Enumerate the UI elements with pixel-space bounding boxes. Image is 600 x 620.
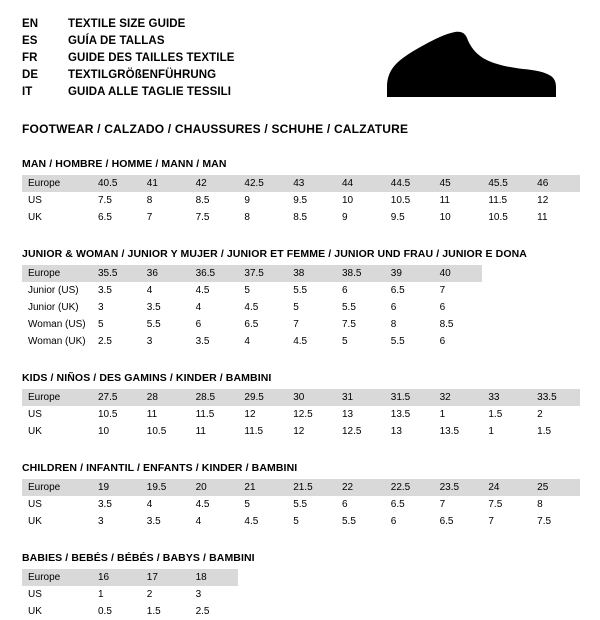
size-cell: 7.5 <box>488 499 503 510</box>
language-title: TEXTILE SIZE GUIDE <box>68 18 186 30</box>
size-cell: 37.5 <box>238 265 287 282</box>
size-cell: 45.5 <box>482 175 531 192</box>
size-cell: 11 <box>537 212 548 223</box>
size-cell: 23.5 <box>434 479 483 496</box>
size-cell: 1 <box>439 409 446 420</box>
size-cell: 11.5 <box>244 426 264 437</box>
size-group-label: MAN / HOMBRE / HOMME / MANN / MAN <box>22 158 227 170</box>
size-cell: 20 <box>190 479 239 496</box>
size-cell: 12.5 <box>341 426 362 437</box>
size-cell: 5.5 <box>341 302 356 313</box>
size-cell: 10 <box>439 212 451 223</box>
row-label: Junior (US) <box>28 285 79 296</box>
size-cell: 1.5 <box>537 426 552 437</box>
size-table <box>22 569 238 620</box>
footwear-section-title: FOOTWEAR / CALZADO / CHAUSSURES / SCHUHE / CALZATURE <box>22 122 409 136</box>
size-cell: 45 <box>434 175 483 192</box>
size-cell: 3.5 <box>98 499 112 510</box>
language-row <box>22 84 235 101</box>
size-cell: 5.5 <box>293 285 308 296</box>
size-cell: 5 <box>293 302 299 313</box>
row-label: Europe <box>22 569 92 586</box>
size-cell: 7.5 <box>98 195 112 206</box>
size-cell: 19.5 <box>141 479 190 496</box>
row-label: Europe <box>22 265 92 282</box>
language-code: DE <box>22 69 39 81</box>
table-row <box>22 406 580 423</box>
size-cell: 22 <box>336 479 385 496</box>
size-cell: 4 <box>195 516 202 527</box>
row-label: Junior (UK) <box>28 302 79 313</box>
language-row <box>22 50 235 67</box>
size-cell: 25 <box>531 479 580 496</box>
size-cell: 4.5 <box>195 499 210 510</box>
size-cell: 1.5 <box>146 606 161 617</box>
table-row <box>22 603 238 620</box>
language-row <box>22 67 235 84</box>
language-title: GUÍA DE TALLAS <box>68 35 165 47</box>
size-cell: 3.5 <box>146 302 161 313</box>
size-cell: 31.5 <box>385 389 434 406</box>
size-cell: 2.5 <box>195 606 210 617</box>
size-cell: 9 <box>244 195 250 206</box>
size-cell: 39 <box>385 265 434 282</box>
size-cell: 32 <box>434 389 483 406</box>
size-cell: 12 <box>244 409 256 420</box>
size-cell: 8 <box>244 212 250 223</box>
size-cell: 18 <box>190 569 239 586</box>
row-label: US <box>28 589 42 600</box>
table-row <box>22 423 580 440</box>
dress-shoe-icon <box>383 30 558 105</box>
row-label: UK <box>28 212 42 223</box>
size-cell: 6 <box>439 336 446 347</box>
size-cell: 5 <box>293 516 299 527</box>
size-group <box>22 462 580 530</box>
table-row <box>22 282 482 299</box>
language-row <box>22 16 235 33</box>
size-cell: 7 <box>146 212 153 223</box>
size-cell: 8.5 <box>439 319 454 330</box>
size-cell: 5.5 <box>341 516 356 527</box>
size-cell: 1 <box>488 426 494 437</box>
size-cell: 40.5 <box>92 175 141 192</box>
size-cell: 13.5 <box>390 409 411 420</box>
size-cell: 4 <box>244 336 250 347</box>
size-cell: 41 <box>141 175 190 192</box>
size-cell: 6 <box>439 302 446 313</box>
size-cell: 10.5 <box>488 212 508 223</box>
size-cell: 38 <box>287 265 336 282</box>
size-cell: 3.5 <box>98 285 112 296</box>
size-cell: 5 <box>244 285 250 296</box>
row-label: US <box>28 499 42 510</box>
size-cell: 6 <box>341 285 348 296</box>
size-group <box>22 248 580 350</box>
row-label: Woman (US) <box>28 319 86 330</box>
size-table-groups <box>22 158 580 620</box>
size-cell: 7.5 <box>341 319 356 330</box>
size-cell: 11 <box>195 426 206 437</box>
size-cell: 4 <box>195 302 202 313</box>
size-cell: 10.5 <box>146 426 167 437</box>
size-cell: 36.5 <box>190 265 239 282</box>
size-cell: 6.5 <box>390 285 405 296</box>
size-cell: 42.5 <box>238 175 287 192</box>
page-header <box>22 16 580 105</box>
size-cell: 4.5 <box>244 302 259 313</box>
table-row <box>22 192 580 209</box>
size-cell: 3 <box>195 589 202 600</box>
table-row <box>22 479 580 496</box>
size-cell: 6 <box>195 319 202 330</box>
size-cell: 4 <box>146 285 153 296</box>
table-row <box>22 299 482 316</box>
size-cell: 5 <box>98 319 104 330</box>
size-cell: 8.5 <box>195 195 210 206</box>
size-cell: 12 <box>293 426 305 437</box>
size-cell: 24 <box>482 479 531 496</box>
row-label: UK <box>28 426 42 437</box>
size-cell: 6 <box>341 499 348 510</box>
size-cell: 6 <box>390 302 397 313</box>
size-cell: 7.5 <box>537 516 552 527</box>
size-cell: 8 <box>537 499 543 510</box>
row-label: Europe <box>22 175 92 192</box>
row-label: UK <box>28 606 42 617</box>
size-cell: 33 <box>482 389 531 406</box>
size-cell: 11 <box>146 409 158 420</box>
size-cell: 7 <box>439 285 446 296</box>
size-cell: 29.5 <box>238 389 287 406</box>
size-cell: 27.5 <box>92 389 141 406</box>
size-group <box>22 158 580 226</box>
size-cell: 0.5 <box>98 606 112 617</box>
size-cell: 3.5 <box>195 336 210 347</box>
size-cell: 13 <box>341 409 354 420</box>
size-cell: 10.5 <box>98 409 118 420</box>
size-cell: 7 <box>439 499 446 510</box>
size-cell: 46 <box>531 175 580 192</box>
size-cell: 5.5 <box>293 499 308 510</box>
size-cell: 6.5 <box>98 212 112 223</box>
size-cell: 13 <box>390 426 402 437</box>
size-cell: 6.5 <box>244 319 259 330</box>
size-cell: 1 <box>98 589 104 600</box>
language-row <box>22 33 235 50</box>
size-cell: 1.5 <box>488 409 503 420</box>
table-row <box>22 586 238 603</box>
size-table <box>22 389 580 440</box>
language-title: TEXTILGRÖßENFÜHRUNG <box>68 69 217 81</box>
size-group <box>22 372 580 440</box>
size-cell: 28.5 <box>190 389 239 406</box>
size-cell: 7 <box>293 319 299 330</box>
table-row <box>22 265 482 282</box>
language-code: FR <box>22 52 38 64</box>
size-cell: 8 <box>146 195 153 206</box>
size-cell: 11.5 <box>195 409 215 420</box>
table-row <box>22 389 580 406</box>
size-cell: 3 <box>98 516 104 527</box>
size-cell: 3.5 <box>146 516 161 527</box>
size-cell: 6 <box>390 516 397 527</box>
table-row <box>22 175 580 192</box>
size-cell: 21 <box>238 479 287 496</box>
language-title-list <box>22 16 235 101</box>
size-cell: 4.5 <box>195 285 210 296</box>
size-group-label: BABIES / BEBÉS / BÉBÉS / BABYS / BAMBINI <box>22 552 255 564</box>
table-row <box>22 333 482 350</box>
row-label: Woman (UK) <box>28 336 86 347</box>
size-table <box>22 479 580 530</box>
size-cell: 6.5 <box>439 516 454 527</box>
size-cell: 12 <box>537 195 549 206</box>
size-cell: 19 <box>92 479 141 496</box>
size-cell: 7.5 <box>195 212 210 223</box>
language-code: ES <box>22 35 38 47</box>
row-label: US <box>28 195 42 206</box>
size-cell: 5 <box>341 336 348 347</box>
size-cell: 13.5 <box>439 426 460 437</box>
row-label: Europe <box>22 389 92 406</box>
size-cell: 35.5 <box>92 265 141 282</box>
size-group-label: JUNIOR & WOMAN / JUNIOR Y MUJER / JUNIOR ET FEMME / JUNIOR UND FRAU / JUNIOR E DONA <box>22 248 527 260</box>
size-cell: 43 <box>287 175 336 192</box>
size-cell: 8 <box>390 319 397 330</box>
size-cell: 11 <box>439 195 450 206</box>
size-cell: 5.5 <box>390 336 405 347</box>
row-label: UK <box>28 516 42 527</box>
size-cell: 36 <box>141 265 190 282</box>
language-code: EN <box>22 18 39 30</box>
size-cell: 12.5 <box>293 409 313 420</box>
size-cell: 11.5 <box>488 195 508 206</box>
size-cell: 10 <box>98 426 110 437</box>
size-cell: 17 <box>141 569 190 586</box>
size-cell: 5.5 <box>146 319 161 330</box>
size-cell: 8.5 <box>293 212 308 223</box>
size-cell: 10.5 <box>390 195 411 206</box>
size-cell: 2.5 <box>98 336 112 347</box>
size-cell: 22.5 <box>385 479 434 496</box>
size-table <box>22 175 580 226</box>
size-cell: 31 <box>336 389 385 406</box>
size-cell: 10 <box>341 195 354 206</box>
size-cell: 21.5 <box>287 479 336 496</box>
size-cell: 4.5 <box>293 336 308 347</box>
language-code: IT <box>22 86 33 98</box>
size-cell: 4.5 <box>244 516 259 527</box>
size-cell: 28 <box>141 389 190 406</box>
table-row <box>22 569 238 586</box>
size-cell: 4 <box>146 499 153 510</box>
size-cell: 5 <box>244 499 250 510</box>
size-group-label: CHILDREN / INFANTIL / ENFANTS / KINDER / BAMBINI <box>22 462 298 474</box>
size-cell: 42 <box>190 175 239 192</box>
row-label: US <box>28 409 42 420</box>
size-cell: 33.5 <box>531 389 580 406</box>
size-cell: 44.5 <box>385 175 434 192</box>
size-cell: 2 <box>146 589 153 600</box>
size-group <box>22 552 580 620</box>
size-cell: 3 <box>146 336 153 347</box>
language-title: GUIDA ALLE TAGLIE TESSILI <box>68 86 232 98</box>
size-cell: 16 <box>92 569 141 586</box>
row-label: Europe <box>22 479 92 496</box>
size-cell: 44 <box>336 175 385 192</box>
size-table <box>22 265 482 350</box>
size-cell: 3 <box>98 302 104 313</box>
table-row <box>22 513 580 530</box>
size-group-label: KIDS / NIÑOS / DES GAMINS / KINDER / BAMBINI <box>22 372 272 384</box>
size-cell: 2 <box>537 409 543 420</box>
size-cell: 9.5 <box>390 212 405 223</box>
size-cell: 7 <box>488 516 494 527</box>
size-cell: 9 <box>341 212 348 223</box>
size-cell: 6.5 <box>390 499 405 510</box>
table-row <box>22 209 580 226</box>
size-cell: 40 <box>434 265 483 282</box>
table-row <box>22 496 580 513</box>
size-cell: 30 <box>287 389 336 406</box>
size-cell: 9.5 <box>293 195 308 206</box>
language-title: GUIDE DES TAILLES TEXTILE <box>68 52 235 64</box>
table-row <box>22 316 482 333</box>
size-cell: 38.5 <box>336 265 385 282</box>
